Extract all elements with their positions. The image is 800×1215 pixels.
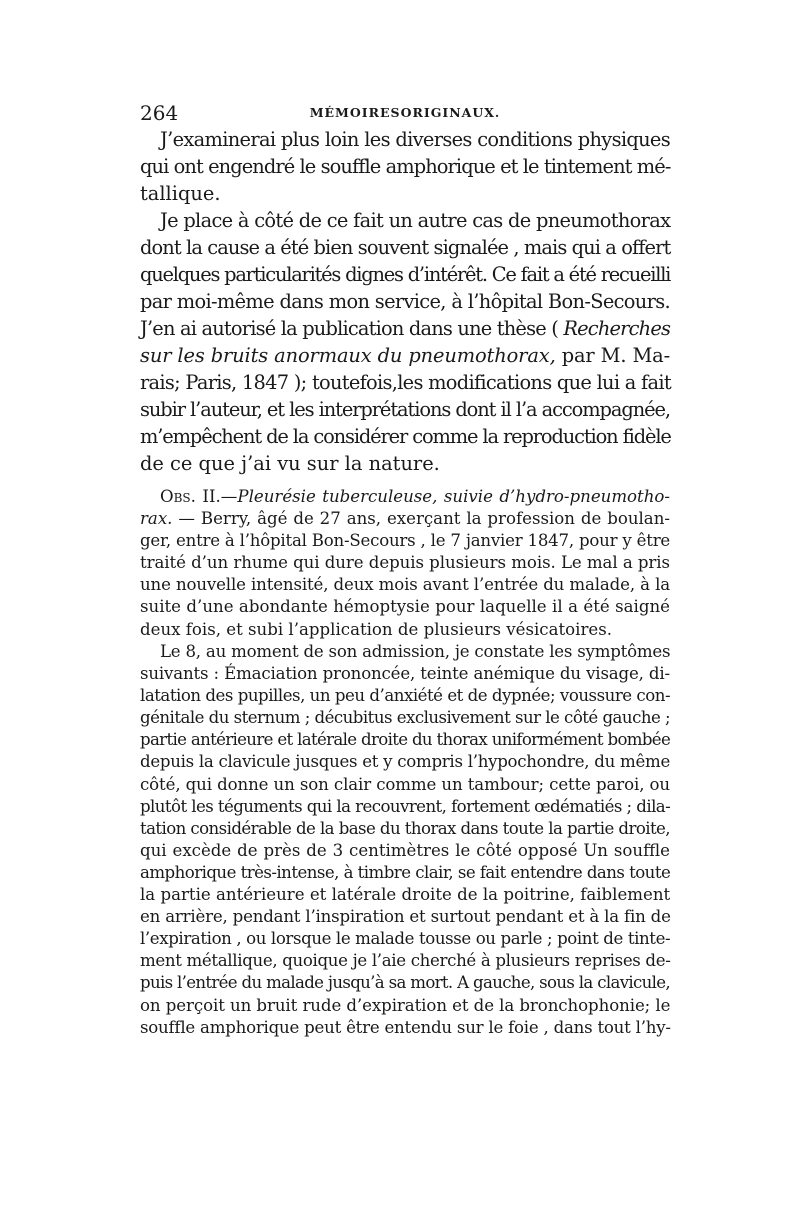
text-line: Le 8, au moment de son admission, je constate les symptômes xyxy=(160,642,671,661)
text-line: tation considérable de la base du thorax dans toute la partie droite, xyxy=(140,818,670,838)
observation-title-end: rax. xyxy=(140,509,173,529)
text-line: on perçoit un bruit rude d’expiration et de la bronchophonie; le xyxy=(140,995,671,1015)
running-title: MÉMOIRESORIGINAUX. xyxy=(309,105,501,120)
text-line: quelques particularités dignes d’intérêt. Ce fait a été recueilli xyxy=(140,263,671,286)
text-line: tallique. xyxy=(140,182,221,205)
text-line: ment métallique, quoique je l’aie cherché à plusieurs reprises de- xyxy=(140,951,671,971)
text-fragment: par M. Ma- xyxy=(561,344,671,367)
text-line: deux fois, et subi l’application de plusieurs vésicatoires. xyxy=(140,619,612,639)
text-line: latation des pupilles, un peu d’anxiété et de dypnée; voussure con- xyxy=(140,686,671,706)
text-line: J’examinerai plus loin les diverses conditions physiques xyxy=(160,128,670,151)
observation-title: Pleurésie tuberculeuse, suivie d’hydro-pneumotho- xyxy=(237,487,671,506)
text-line: Je place à côté de ce fait un autre cas de pneumothorax xyxy=(160,209,671,232)
obs-label: Obs. xyxy=(160,487,196,506)
thesis-title: sur les bruits anormaux du pneumothorax, xyxy=(140,344,556,367)
text-line: traité d’un rhume qui dure depuis plusieurs mois. Le mal a pris xyxy=(140,553,670,573)
text-line: génitale du sternum ; décubitus exclusivement sur le côté gauche ; xyxy=(140,708,671,728)
thesis-title: Recherches xyxy=(563,317,671,340)
text-fragment: — Berry, âgé de 27 ans, exerçant la profession de boulan- xyxy=(178,509,670,529)
text-line: la partie antérieure et latérale droite de la poitrine, faiblement xyxy=(140,885,671,905)
text-line: subir l’auteur, et les interprétations dont il l’a accompagnée, xyxy=(140,398,670,421)
text-line: depuis la clavicule jusques et y compris l’hypochondre, du même xyxy=(140,752,670,772)
text-line: l’expiration , ou lorsque le malade tousse ou parle ; point de tinte- xyxy=(140,929,671,949)
text-line xyxy=(140,508,670,530)
text-line: dont la cause a été bien souvent signalée , mais qui a offert xyxy=(140,236,671,259)
text-line: qui excède de près de 3 centimètres le côté opposé Un souffle xyxy=(140,840,670,860)
page-number: 264 xyxy=(140,101,179,125)
text-line-with-citation xyxy=(140,315,670,342)
text-line: une nouvelle intensité, deux mois avant l’entrée du malade, à la xyxy=(140,575,670,595)
text-line: m’empêchent de la considérer comme la reproduction fidèle xyxy=(140,425,671,448)
text-line: côté, qui donne un son clair comme un tambour; cette paroi, ou xyxy=(140,774,670,794)
text-line: amphorique très-intense, à timbre clair, se fait entendre dans toute xyxy=(140,862,671,882)
paragraph-1 xyxy=(140,126,670,207)
text-line: souffle amphorique peut être entendu sur le foie , dans tout l’hy- xyxy=(140,1017,671,1037)
text-line: partie antérieure et latérale droite du thorax uniformément bombée xyxy=(140,730,671,750)
page-header xyxy=(140,100,670,126)
text-line: rais; Paris, 1847 ); toutefois,les modifications que lui a fait xyxy=(140,371,671,394)
text-line: de ce que j’ai vu sur la nature. xyxy=(140,452,440,475)
paragraph-2 xyxy=(140,207,670,477)
text-line: ger, entre à l’hôpital Bon-Secours , le 7 janvier 1847, pour y être xyxy=(140,531,670,551)
obs-number: II.— xyxy=(202,487,238,506)
text-line: suite d’une abondante hémoptysie pour laquelle il a été saigné xyxy=(140,597,670,617)
text-fragment: J’en ai autorisé la publication dans une thèse ( xyxy=(140,317,558,340)
text-line: par moi-même dans mon service, à l’hôpital Bon-Secours. xyxy=(140,290,670,313)
text-line: puis l’entrée du malade jusqu’à sa mort. A gauche, sous la clavicule, xyxy=(140,973,670,993)
observation-heading xyxy=(140,486,670,508)
text-line: plutôt les téguments qui la recouvrent, fortement œdématiés ; dila- xyxy=(140,796,671,816)
text-line: en arrière, pendant l’inspiration et surtout pendant et à la fin de xyxy=(140,907,671,927)
text-line-with-citation xyxy=(140,342,670,369)
paragraph-4 xyxy=(140,641,670,1039)
observation-paragraph xyxy=(140,486,670,641)
text-line: suivants : Émaciation prononcée, teinte anémique du visage, di- xyxy=(140,664,670,684)
text-line: qui ont engendré le souffle amphorique et le tintement mé- xyxy=(140,155,671,178)
